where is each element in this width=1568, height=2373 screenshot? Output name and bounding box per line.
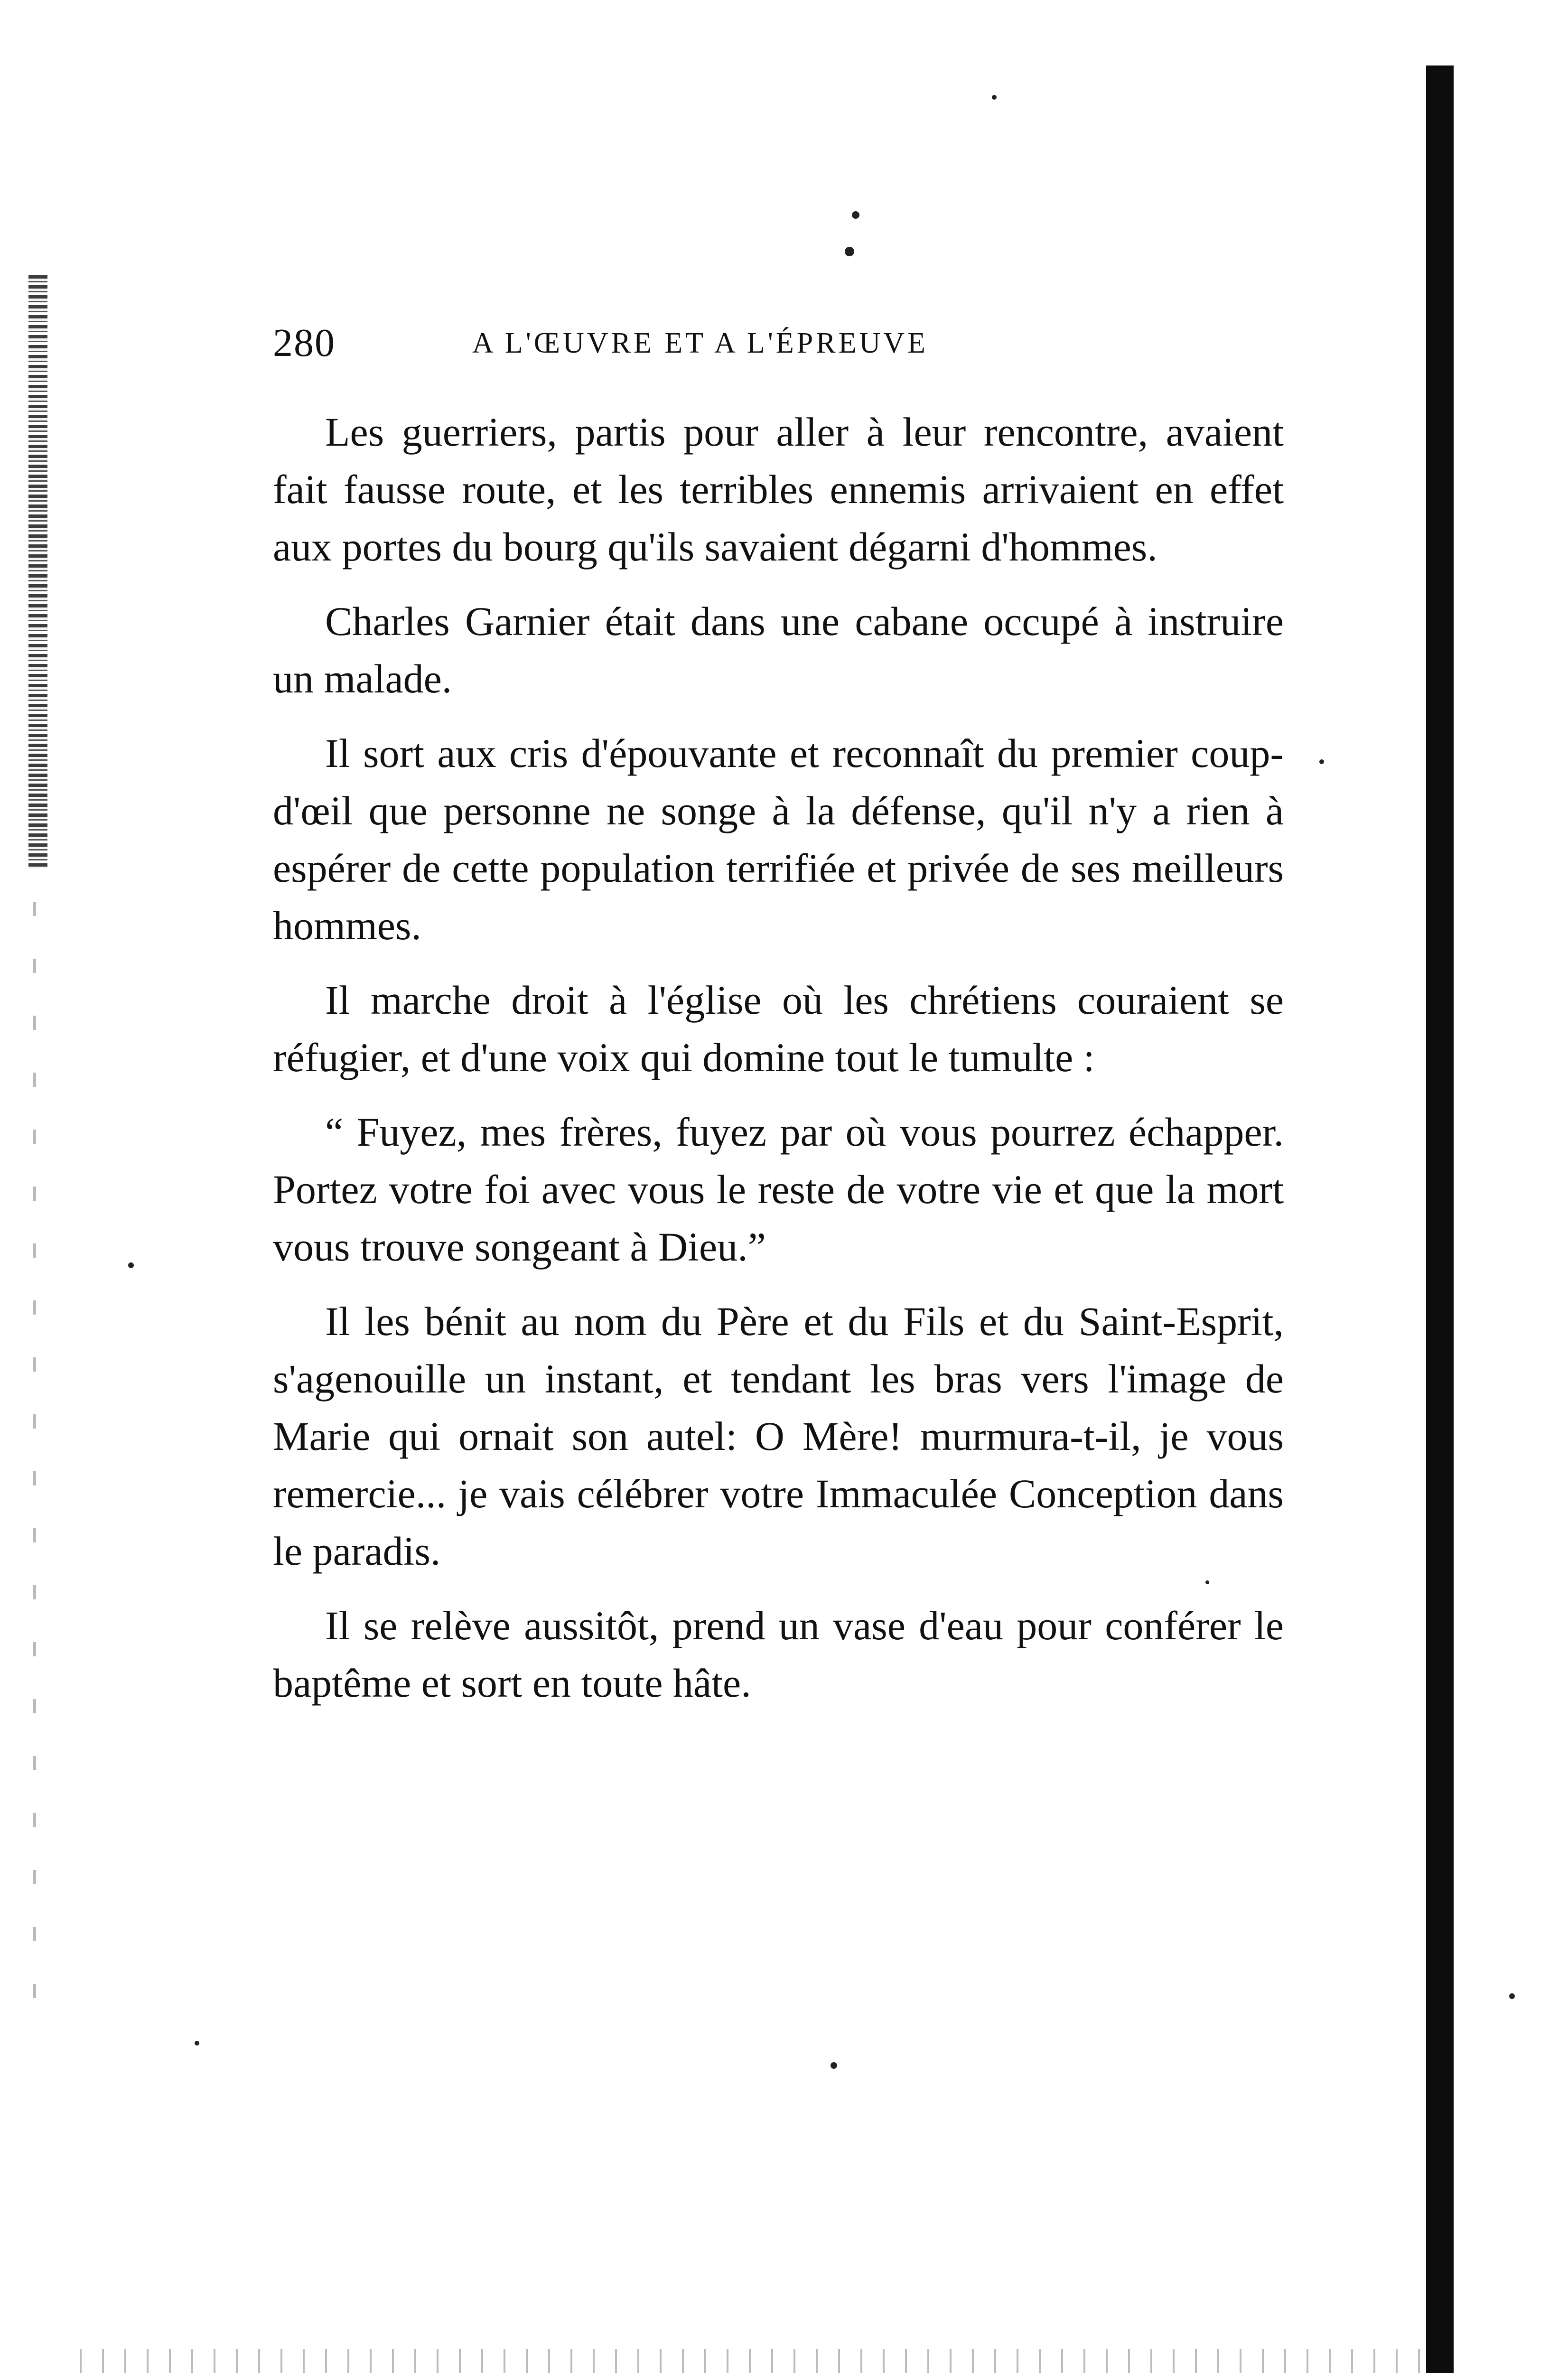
scan-speck: [992, 95, 997, 100]
scan-speck: [1319, 759, 1324, 764]
paragraph: Il sort aux cris d'épouvante et reconnaît du premier coup-d'œil que personne ne songe à la défense, qu'il n'y a rien à espérer de cette population terrifiée et privée de ses meilleurs hommes.: [273, 730, 1284, 948]
scan-speck: [1509, 1993, 1515, 1999]
body-text: [273, 403, 1284, 1729]
page-number: 280: [273, 321, 336, 365]
running-title: A L'ŒUVRE ET A L'ÉPREUVE: [472, 327, 928, 359]
scan-speck: [195, 2041, 199, 2046]
right-binding-edge: [1426, 65, 1454, 2373]
paragraph: Il marche droit à l'église où les chrétiens couraient se réfugier, et d'une voix qui domine tout le tumulte :: [273, 977, 1284, 1080]
paragraph: Il les bénit au nom du Père et du Fils et du Saint-Esprit, s'agenouille un instant, et tendant les bras vers l'image de Marie qui ornait son autel: O Mère! murmura-t-il, je vous remercie... je vais célébrer votre Immaculée Conception dans le paradis.: [273, 1299, 1284, 1574]
scan-speck: [831, 2062, 837, 2069]
left-margin-marks: [33, 902, 36, 2041]
scan-speck: [852, 211, 859, 219]
paragraph: Les guerriers, partis pour aller à leur rencontre, avaient fait fausse route, et les terribles ennemis arrivaient en effet aux portes du bourg qu'ils savaient dégarni d'hommes.: [273, 409, 1284, 570]
paragraph: Charles Garnier était dans une cabane occupé à instruire un malade.: [273, 598, 1284, 701]
bottom-scan-noise: [71, 2349, 1426, 2373]
paragraph: Il se relève aussitôt, prend un vase d'eau pour conférer le baptême et sort en toute hâte.: [273, 1603, 1284, 1706]
scan-speck: [128, 1262, 134, 1268]
page-header: [273, 317, 1284, 369]
paragraph: “ Fuyez, mes frères, fuyez par où vous pourrez échapper. Portez votre foi avec vous le reste de votre vie et que la mort vous trouve songeant à Dieu.”: [273, 1109, 1284, 1270]
left-binding-edge: [28, 275, 47, 869]
scan-speck: [845, 247, 854, 256]
